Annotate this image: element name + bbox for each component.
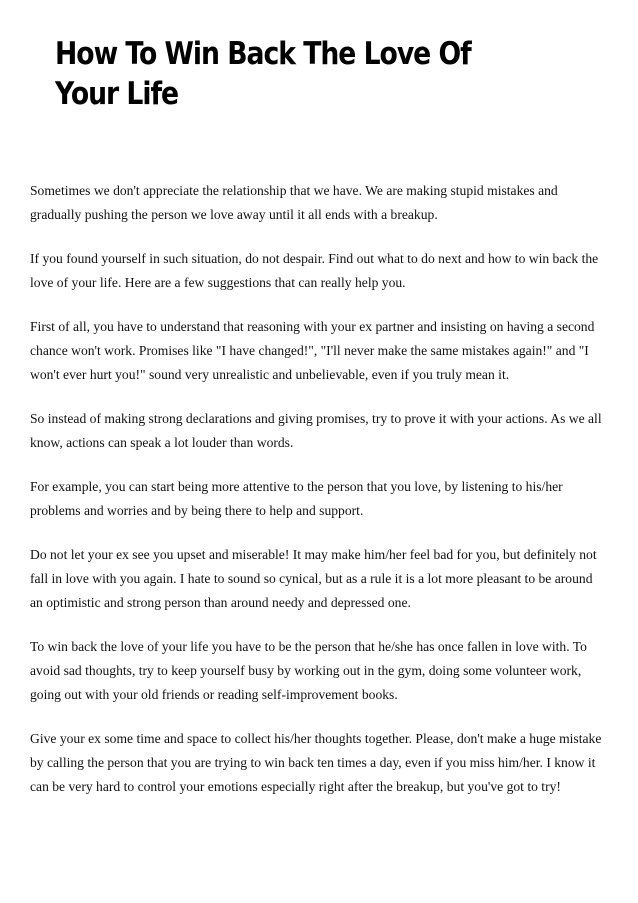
paragraph: Do not let your ex see you upset and miserable! It may make him/her feel bad for you, but definitely not fall in love with you again. I hate to sound so cynical, but as a rule it is a lot more pleasant to be around an optimistic and strong person than around needy and depressed one. [30, 547, 597, 610]
paragraph: For example, you can start being more attentive to the person that you love, by listening to his/her problems and worries and by being there to help and support. [30, 479, 563, 518]
paragraph: First of all, you have to understand that reasoning with your ex partner and insisting on having a second chance won't work. Promises like "I have changed!", "I'll never make the same mistakes again!" and "I won't ever hurt you!" sound very unrealistic and unbelievable, even if you truly mean it. [30, 319, 595, 382]
paragraph: If you found yourself in such situation, do not despair. Find out what to do next and how to win back the love of your life. Here are a few suggestions that can really help you. [30, 251, 599, 290]
document-body [30, 179, 602, 819]
paragraph: So instead of making strong declarations and giving promises, try to prove it with your actions. As we all know, actions can speak a lot louder than words. [30, 411, 602, 450]
paragraph: Give your ex some time and space to collect his/her thoughts together. Please, don't make a huge mistake by calling the person that you are trying to win back ten times a day, even if you miss him/her. I know it can be very hard to control your emotions especially right after the breakup, but you've got to try! [30, 731, 602, 794]
paragraph: Sometimes we don't appreciate the relationship that we have. We are making stupid mistakes and gradually pushing the person we love away until it all ends with a breakup. [30, 183, 558, 222]
paragraph: To win back the love of your life you have to be the person that he/she has once fallen in love with. To avoid sad thoughts, try to keep yourself busy by working out in the gym, doing some volunteer work, going out with your old friends or reading self-improvement books. [30, 639, 587, 702]
document-title: How To Win Back The Love Of Your Life [55, 36, 471, 112]
